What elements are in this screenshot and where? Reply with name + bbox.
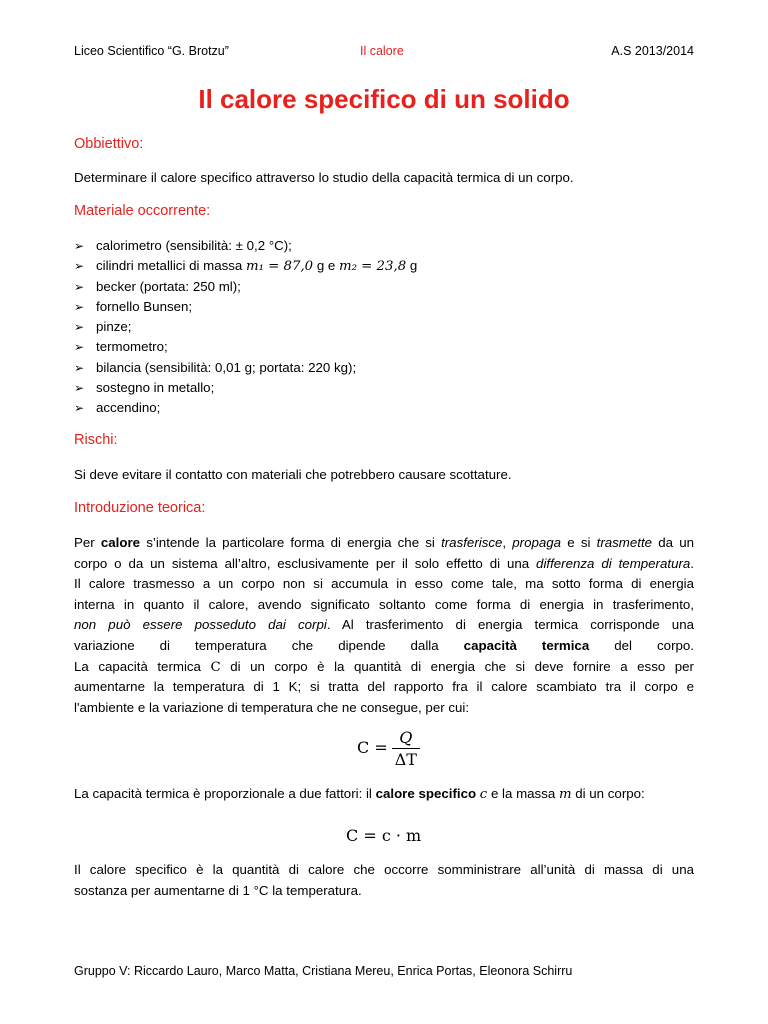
- arrow-bullet-icon: ➢: [74, 360, 85, 375]
- page-title: Il calore specifico di un solido: [198, 84, 570, 114]
- page-footer: Gruppo V: Riccardo Lauro, Marco Matta, Cristiana Mereu, Enrica Portas, Eleonora Schirru: [74, 964, 573, 978]
- risks-text: Si deve evitare il contatto con materiali che potrebbero causare scottature.: [74, 467, 512, 482]
- materials-heading: Materiale occorrente:: [74, 203, 211, 219]
- mass-1-formula: m₁ = 87,0: [246, 259, 314, 275]
- proportionality-text: La capacità termica è proporzionale a due fattori: il calore specifico c e la massa m di un corpo:: [74, 786, 645, 802]
- specific-heat-formula: C = c · m: [346, 826, 422, 845]
- arrow-bullet-icon: ➢: [74, 320, 85, 335]
- text-line: La capacità termica C di un corpo è la quantità di energia che si deve fornire a esso per: [74, 658, 694, 675]
- list-item: ➢ sostegno in metallo;: [74, 378, 417, 398]
- theory-paragraph: [74, 533, 694, 718]
- theory-heading: Introduzione teorica:: [74, 500, 206, 516]
- list-item: ➢ termometro;: [74, 337, 417, 357]
- arrow-bullet-icon: ➢: [74, 299, 85, 314]
- mass-2-formula: m₂ = 23,8: [339, 259, 407, 275]
- text-line: l'ambiente e la variazione di temperatura che ne consegue, per cui:: [74, 699, 470, 715]
- list-item: ➢ bilancia (sensibilità: 0,01 g; portata: 220 kg);: [74, 358, 417, 378]
- text-line: variazione di temperatura che dipende dalla capacità termica del corpo.: [74, 637, 694, 653]
- arrow-bullet-icon: ➢: [74, 259, 85, 274]
- text-line: Il calore trasmesso a un corpo non si accumula in esso come tale, ma sotto forma di energia: [74, 576, 694, 592]
- text-line: interna in quanto il calore, avendo significato soltanto come forma di energia in trasferimento,: [74, 596, 694, 612]
- arrow-bullet-icon: ➢: [74, 279, 85, 294]
- arrow-bullet-icon: ➢: [74, 401, 85, 416]
- arrow-bullet-icon: ➢: [74, 381, 85, 396]
- list-item: ➢ fornello Bunsen;: [74, 297, 417, 317]
- text-line: non può essere posseduto dai corpi. Al trasferimento di energia termica corrisponde una: [74, 617, 694, 633]
- arrow-bullet-icon: ➢: [74, 340, 85, 355]
- text-line: Il calore specifico è la quantità di calore che occorre somministrare all’unità di massa di una: [74, 862, 694, 877]
- text-line: aumentarne la temperatura di 1 K; si tratta del rapporto fra il calore scambiato tra il corpo e: [74, 679, 694, 695]
- arrow-bullet-icon: ➢: [74, 239, 85, 253]
- list-item: ➢ becker (portata: 250 ml);: [74, 277, 417, 297]
- materials-list: [74, 236, 417, 419]
- risks-heading: Rischi:: [74, 432, 118, 448]
- objective-heading: Obbiettivo:: [74, 136, 144, 152]
- header-topic: Il calore: [360, 44, 404, 58]
- text-line: sostanza per aumentarne di 1 °C la temperatura.: [74, 882, 362, 898]
- heat-capacity-formula: C = $\frac{Q}{\Delta T}$: [357, 728, 420, 769]
- list-item: ➢ accendino;: [74, 398, 417, 418]
- objective-text: Determinare il calore specifico attraverso lo studio della capacità termica di un corpo.: [74, 170, 574, 185]
- text-line: corpo o da un sistema all’altro, esclusivamente per il solo effetto di una differenza di temperatura.: [74, 555, 694, 571]
- list-item: ➢ cilindri metallici di massa m₁ = 87,0 g e m₂ = 23,8 g: [74, 256, 417, 276]
- page-header: [74, 44, 694, 62]
- list-item: ➢ calorimetro (sensibilità: ± 0,2 °C);: [74, 236, 417, 256]
- list-item: ➢ pinze;: [74, 317, 417, 337]
- header-school: Liceo Scientifico “G. Brotzu”: [74, 44, 229, 58]
- header-school-year: A.S 2013/2014: [611, 44, 694, 58]
- text-line: Per calore s’intende la particolare forma di energia che si trasferisce, propaga e si trasmette da un: [74, 535, 694, 550]
- specific-heat-definition: [74, 860, 694, 901]
